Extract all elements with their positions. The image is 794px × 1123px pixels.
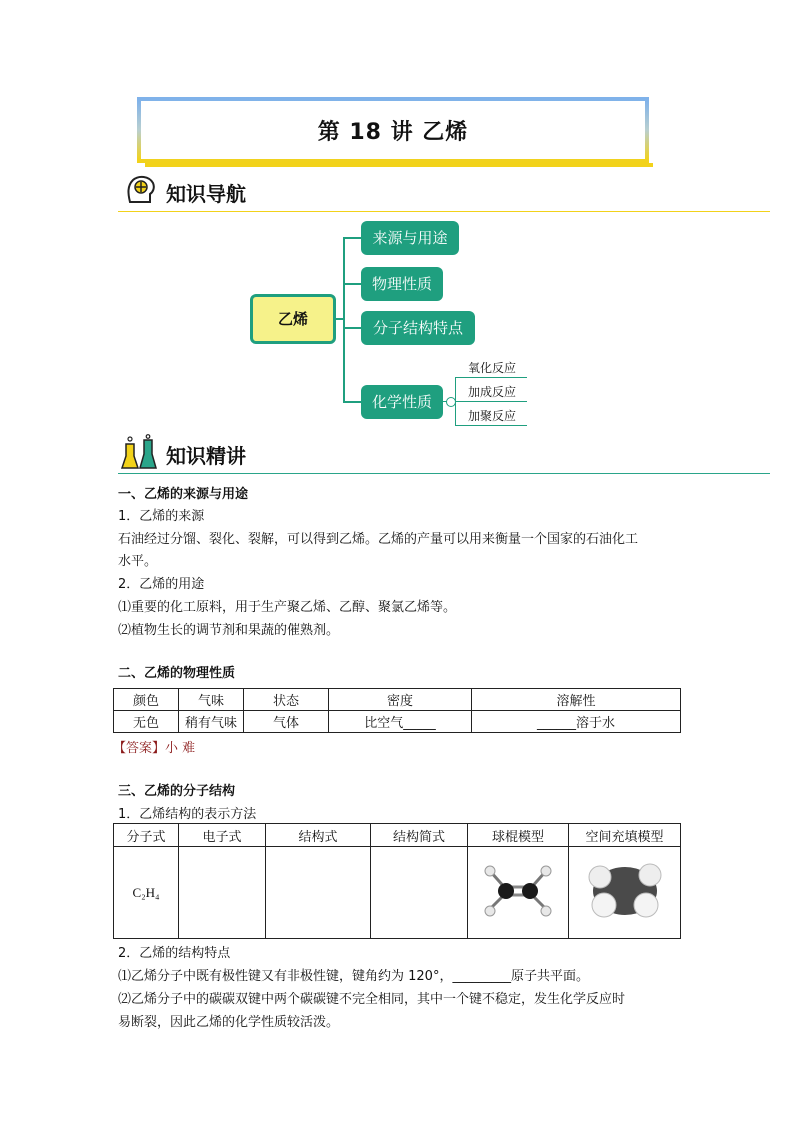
subheading-use: 2．乙烯的用途: [118, 577, 205, 592]
mindmap-leaf-rule: [455, 401, 527, 402]
table-header: 结构简式: [371, 824, 468, 847]
mindmap-connector: [343, 237, 361, 239]
table-header: 结构式: [266, 824, 371, 847]
mindmap-connector: [343, 327, 361, 329]
paragraph-features-3: 易断裂，因此乙烯的化学性质较活泼。: [118, 1015, 340, 1030]
heading-part1: 一、乙烯的来源与用途: [118, 487, 249, 502]
table-cell: 稍有气味: [179, 711, 244, 733]
mindmap-connector: [343, 401, 361, 403]
section-title-lecture: 知识精讲: [166, 444, 246, 468]
heading-part2: 二、乙烯的物理性质: [118, 666, 236, 681]
table-cell-formula: C₂H₄: [114, 847, 179, 939]
section-rule-lecture: [118, 473, 770, 474]
table-row: [114, 847, 681, 939]
head-idea-icon: [122, 172, 158, 208]
section-rule-nav: [118, 211, 770, 212]
mindmap-leaf-addition: 加成反应: [468, 385, 517, 399]
mindmap-node-source: 来源与用途: [361, 221, 459, 255]
mindmap-leaf-rule: [455, 425, 527, 426]
mindmap-node-physical: 物理性质: [361, 267, 443, 301]
paragraph-source-2: 水平。: [118, 554, 158, 569]
table-cell: 比空气_____: [329, 711, 472, 733]
paragraph-use-2: ⑵植物生长的调节剂和果蔬的催熟剂。: [118, 623, 340, 638]
table-cell: 无色: [114, 711, 179, 733]
section-header-nav: [118, 172, 770, 212]
table-cell-ball-stick: [468, 847, 569, 939]
paragraph-source-1: 石油经过分馏、裂化、裂解，可以得到乙烯。乙烯的产量可以用来衡量一个国家的石油化工: [118, 532, 639, 547]
table-cell-space-filling: [569, 847, 681, 939]
title-banner: [137, 97, 649, 163]
answer-text: 小 难: [165, 741, 196, 756]
mindmap-leaf-oxidation: 氧化反应: [468, 361, 517, 375]
mindmap-node-structure: 分子结构特点: [361, 311, 475, 345]
table-cell-structural: [266, 847, 371, 939]
mindmap-trunk: [343, 237, 345, 403]
paragraph-features-2: ⑵乙烯分子中的碳碳双键中两个碳碳键不完全相同，其中一个键不稳定，发生化学反应时: [118, 992, 626, 1007]
table-header: 空间充填模型: [569, 824, 681, 847]
space-filling-model-icon: [580, 859, 670, 923]
table-header: 电子式: [179, 824, 266, 847]
table-header: 分子式: [114, 824, 179, 847]
table-cell-electron: [179, 847, 266, 939]
title-banner-shadow: [145, 163, 653, 167]
flask-icon: [120, 434, 160, 472]
physical-properties-table: [113, 688, 681, 733]
table-row: [114, 711, 681, 733]
table-cell-condensed: [371, 847, 468, 939]
subheading-features: 2．乙烯的结构特点: [118, 946, 231, 961]
paragraph-features-1: ⑴乙烯分子中既有极性键又有非极性键，键角约为 120°，_________原子共平面。: [118, 969, 589, 984]
table-header-row: [114, 689, 681, 711]
mindmap-root: 乙烯: [250, 294, 336, 344]
answer-line: [113, 737, 195, 756]
table-header: 球棍模型: [468, 824, 569, 847]
table-header: 溶解性: [472, 689, 681, 711]
structure-table: [113, 823, 681, 939]
table-cell: 气体: [244, 711, 329, 733]
page-title: 第 18 讲 乙烯: [317, 120, 469, 145]
mindmap-node-chemical: 化学性质: [361, 385, 443, 419]
mindmap-leaf-rule: [455, 377, 527, 378]
mindmap-leaf-polymer: 加聚反应: [468, 409, 517, 423]
subheading-representation: 1．乙烯结构的表示方法: [118, 807, 257, 822]
section-title-nav: 知识导航: [166, 182, 246, 206]
ball-stick-model-icon: [478, 859, 558, 923]
table-cell: ______溶于水: [472, 711, 681, 733]
table-header: 气味: [179, 689, 244, 711]
mindmap-connector: [343, 283, 361, 285]
heading-part3: 三、乙烯的分子结构: [118, 784, 236, 799]
paragraph-use-1: ⑴重要的化工原料，用于生产聚乙烯、乙醇、聚氯乙烯等。: [118, 600, 457, 615]
table-header: 颜色: [114, 689, 179, 711]
subheading-source: 1．乙烯的来源: [118, 509, 205, 524]
table-header-row: [114, 824, 681, 847]
section-header-lecture: [118, 434, 770, 474]
table-header: 状态: [244, 689, 329, 711]
table-header: 密度: [329, 689, 472, 711]
answer-label: 【答案】: [113, 741, 166, 756]
